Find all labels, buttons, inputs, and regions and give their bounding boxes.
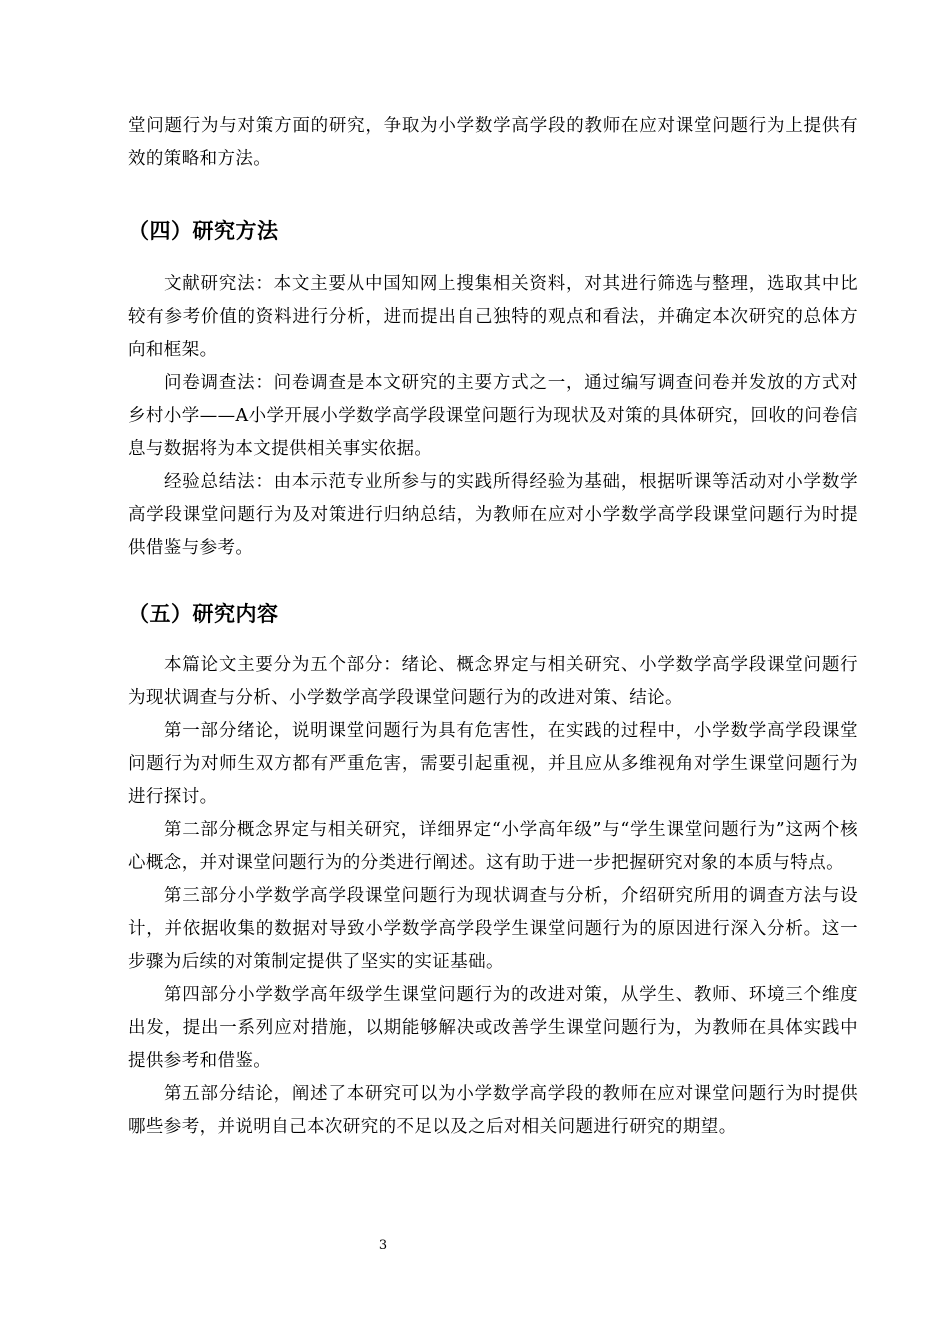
page-content <box>128 110 858 1144</box>
section-heading-methods: （四）研究方法 <box>128 219 279 243</box>
methods-paragraph-literature: 文献研究法：本文主要从中国知网上搜集相关资料，对其进行筛选与整理，选取其中比较有参考价值的资料进行分析，进而提出自己独特的观点和看法，并确定本次研究的总体方向和框架。 <box>128 274 858 360</box>
section-heading-content: （五）研究内容 <box>128 602 279 626</box>
content-paragraph-part-one: 第一部分绪论，说明课堂问题行为具有危害性，在实践的过程中，小学数学高学段课堂问题行为对师生双方都有严重危害，需要引起重视，并且应从多维视角对学生课堂问题行为进行探讨。 <box>128 721 858 807</box>
methods-paragraph-experience: 经验总结法：由本示范专业所参与的实践所得经验为基础，根据听课等活动对小学数学高学段课堂问题行为及对策进行归纳总结，为教师在应对小学数学高学段课堂问题行为时提供借鉴与参考。 <box>128 472 858 558</box>
content-paragraph-part-two: 第二部分概念界定与相关研究，详细界定“小学高年级”与“学生课堂问题行为”这两个核心概念，并对课堂问题行为的分类进行阐述。这有助于进一步把握研究对象的本质与特点。 <box>128 820 858 873</box>
content-paragraph-part-five: 第五部分结论，阐述了本研究可以为小学数学高学段的教师在应对课堂问题行为时提供哪些参考，并说明自己本次研究的不足以及之后对相关问题进行研究的期望。 <box>128 1084 858 1137</box>
page-number: 3 <box>378 1238 388 1253</box>
methods-paragraph-questionnaire: 问卷调查法：问卷调查是本文研究的主要方式之一，通过编写调查问卷并发放的方式对乡村小学——A小学开展小学数学高学段课堂问题行为现状及对策的具体研究，回收的问卷信息与数据将为本文提供相关事实依据。 <box>128 373 858 459</box>
content-paragraph-overview: 本篇论文主要分为五个部分：绪论、概念界定与相关研究、小学数学高学段课堂问题行为现状调查与分析、小学数学高学段课堂问题行为的改进对策、结论。 <box>128 655 858 708</box>
intro-paragraph: 堂问题行为与对策方面的研究，争取为小学数学高学段的教师在应对课堂问题行为上提供有效的策略和方法。 <box>128 116 858 169</box>
content-paragraph-part-four: 第四部分小学数学高年级学生课堂问题行为的改进对策，从学生、教师、环境三个维度出发，提出一系列应对措施，以期能够解决或改善学生课堂问题行为，为教师在具体实践中提供参考和借鉴。 <box>128 985 858 1071</box>
content-paragraph-part-three: 第三部分小学数学高学段课堂问题行为现状调查与分析，介绍研究所用的调查方法与设计，并依据收集的数据对导致小学数学高学段学生课堂问题行为的原因进行深入分析。这一步骤为后续的对策制定提供了坚实的实证基础。 <box>128 886 858 972</box>
